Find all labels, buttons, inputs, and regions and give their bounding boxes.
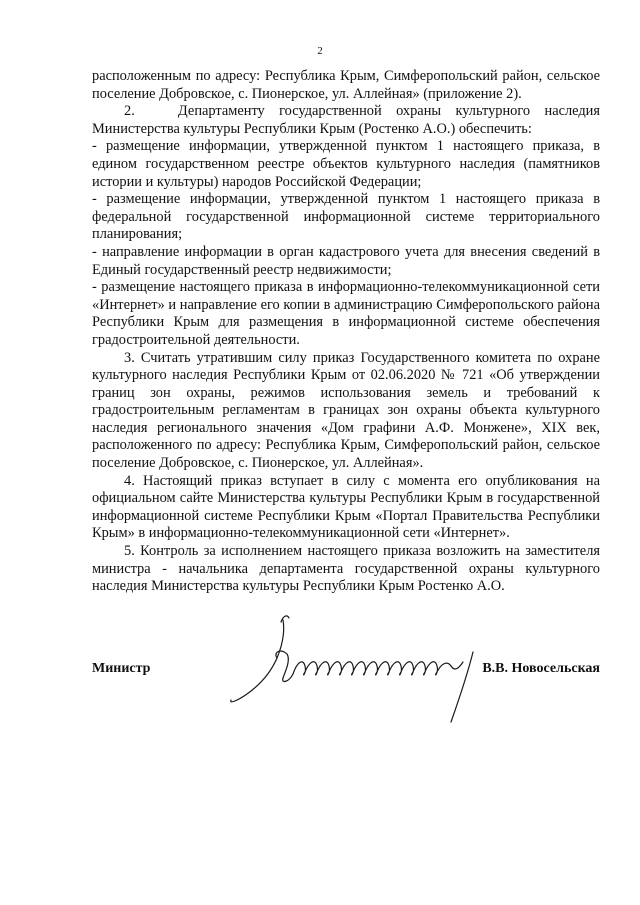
signatory-name: В.В. Новосельская bbox=[482, 661, 600, 676]
bullet-item: - размещение настоящего приказа в информационно-телекоммуникационной сети «Интернет» и направление его копии в администрацию Симферопольского района Республики Крым для размещения в информационной системе обеспечения градостроительной деятельности. bbox=[92, 279, 600, 348]
document-body bbox=[92, 68, 600, 596]
bullet-item: - размещение информации, утвержденной пунктом 1 настоящего приказа в федеральной государственной информационной системе территориального планирования; bbox=[92, 191, 600, 243]
bullet-item: - размещение информации, утвержденной пунктом 1 настоящего приказа, в едином государственном реестре объектов культурного наследия (памятников истории и культуры) народов Российской Федерации; bbox=[92, 138, 600, 190]
page-number: 2 bbox=[317, 45, 323, 57]
paragraph-item-5: 5. Контроль за исполнением настоящего приказа возложить на заместителя министра - начальника департамента государственной охраны культурного наследия Министерства культуры Республики Крым Ростенко А.О. bbox=[92, 543, 600, 595]
handwritten-signature bbox=[225, 612, 485, 742]
bullet-item: - направление информации в орган кадастрового учета для внесения сведений в Единый государственный реестр недвижимости; bbox=[92, 243, 600, 278]
paragraph-item-3: 3. Считать утратившим силу приказ Государственного комитета по охране культурного наследия Республики Крым от 02.06.2020 № 721 «Об утверждении границ зон охраны, режимов использования земель и требований к градостроительным регламентам в границах зон охраны объекта культурного наследия регионального значения «Дом графини А.Ф. Монжене», XIX век, расположенного по адресу: Республика Крым, Симферопольский район, сельское поселение Добровское, с. Пионерское, ул. Аллейная». bbox=[92, 349, 600, 472]
signatory-title: Министр bbox=[92, 661, 151, 676]
paragraph-item-4: 4. Настоящий приказ вступает в силу с момента его опубликования на официальном сайте Министерства культуры Республики Крым в государственной информационной системе Республики Крым «Портал Правительства Республики Крым» в информационно-телекоммуникационной сети «Интернет». bbox=[92, 472, 600, 542]
paragraph-continuation: расположенным по адресу: Республика Крым, Симферопольский район, сельское поселение Добровское, с. Пионерское, ул. Аллейная» (приложение 2). bbox=[92, 68, 600, 102]
paragraph-item-2: 2. Департаменту государственной охраны культурного наследия Министерства культуры Республики Крым (Ростенко А.О.) обеспечить: bbox=[92, 103, 600, 137]
